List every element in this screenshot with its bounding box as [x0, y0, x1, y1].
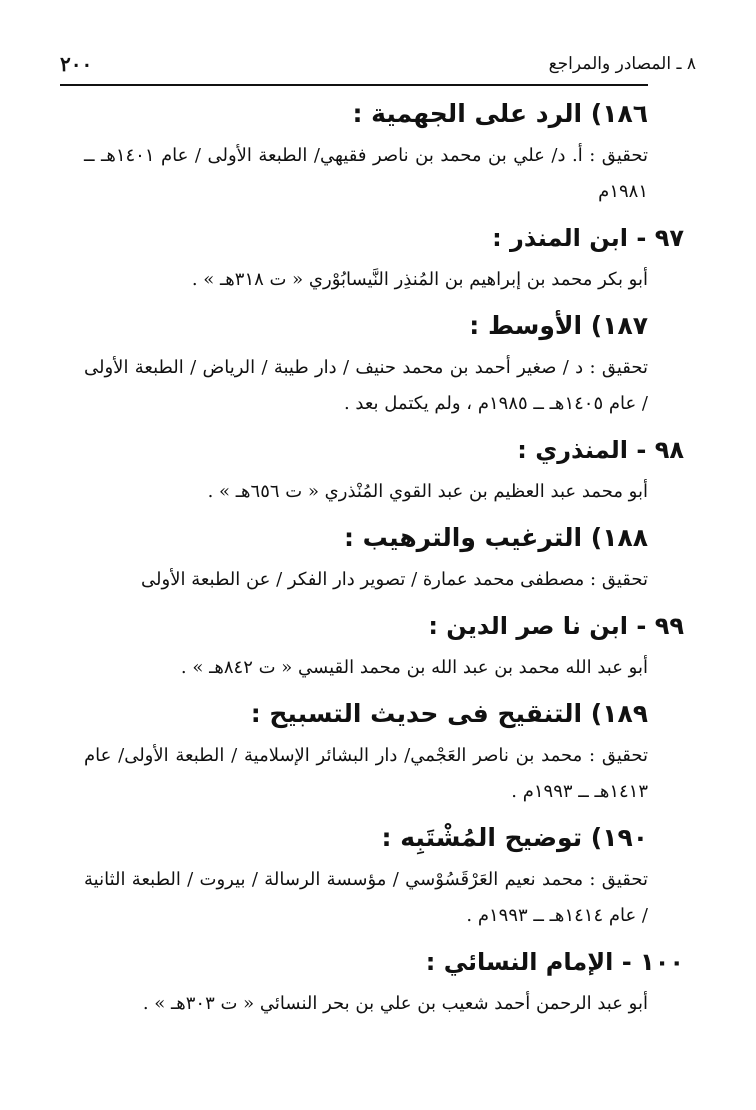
author-entry-98	[84, 428, 684, 510]
author-heading: ٩٨ - المنذري :	[517, 436, 684, 464]
author-entry-100	[84, 940, 684, 1022]
author-details: أبو محمد عبد العظيم بن عبد القوي المُنْذري « ت ٦٥٦هـ » .	[207, 481, 648, 502]
book-entry-189	[84, 692, 648, 810]
page-number: ٢٠٠	[60, 52, 93, 76]
author-entry-99	[84, 604, 684, 686]
book-details: تحقيق : مصطفى محمد عمارة / تصوير دار الفكر / عن الطبعة الأولى	[141, 569, 648, 590]
book-title: ١٨٦) الرد على الجهمية :	[352, 99, 648, 128]
book-entry-190	[84, 816, 648, 934]
book-entry-186	[84, 92, 648, 210]
book-details: تحقيق : محمد بن ناصر العَجْمي/ دار البشائر الإسلامية / الطبعة الأولى/ عام ١٤١٣هـ ــ ١٩٩٣م .	[84, 745, 648, 802]
running-header	[60, 44, 696, 84]
author-heading: ٩٧ - ابن المنذر :	[492, 224, 684, 252]
author-details: أبو بكر محمد بن إبراهيم بن المُنذِر النَّيسابُوْري « ت ٣١٨هـ » .	[191, 269, 648, 290]
book-title: ١٩٠) توضيح المُشْتَبِه :	[381, 823, 648, 852]
author-heading: ٩٩ - ابن نا صر الدين :	[428, 612, 684, 640]
author-details: أبو عبد الرحمن أحمد شعيب بن علي بن بحر النسائي « ت ٣٠٣هـ » .	[142, 993, 648, 1014]
author-heading: ١٠٠ - الإمام النسائي :	[425, 948, 684, 976]
references-list	[84, 92, 684, 1028]
book-entry-188	[84, 516, 648, 598]
author-details: أبو عبد الله محمد بن عبد الله بن محمد القيسي « ت ٨٤٢هـ » .	[180, 657, 648, 678]
section-title: ٨ ـ المصادر والمراجع	[548, 54, 696, 74]
book-details: تحقيق : محمد نعيم العَرْقَسُوْسي / مؤسسة الرسالة / بيروت / الطبعة الثانية / عام ١٤١٤هـ ــ ١٩٩٣م .	[84, 869, 648, 926]
book-entry-187	[84, 304, 648, 422]
header-rule	[60, 84, 648, 86]
book-title: ١٨٧) الأوسط :	[469, 311, 648, 340]
author-entry-97	[84, 216, 684, 298]
book-details: تحقيق : أ. د/ علي بن محمد بن ناصر فقيهي/ الطبعة الأولى / عام ١٤٠١هـ ــ ١٩٨١م	[84, 145, 648, 202]
book-title: ١٨٨) الترغيب والترهيب :	[343, 523, 648, 552]
book-details: تحقيق : د / صغير أحمد بن محمد حنيف / دار طيبة / الرياض / الطبعة الأولى / عام ١٤٠٥هـ ــ ١٩٨٥م ، ولم يكتمل بعد .	[84, 357, 648, 414]
book-title: ١٨٩) التنقيح فى حديث التسبيح :	[250, 699, 648, 728]
